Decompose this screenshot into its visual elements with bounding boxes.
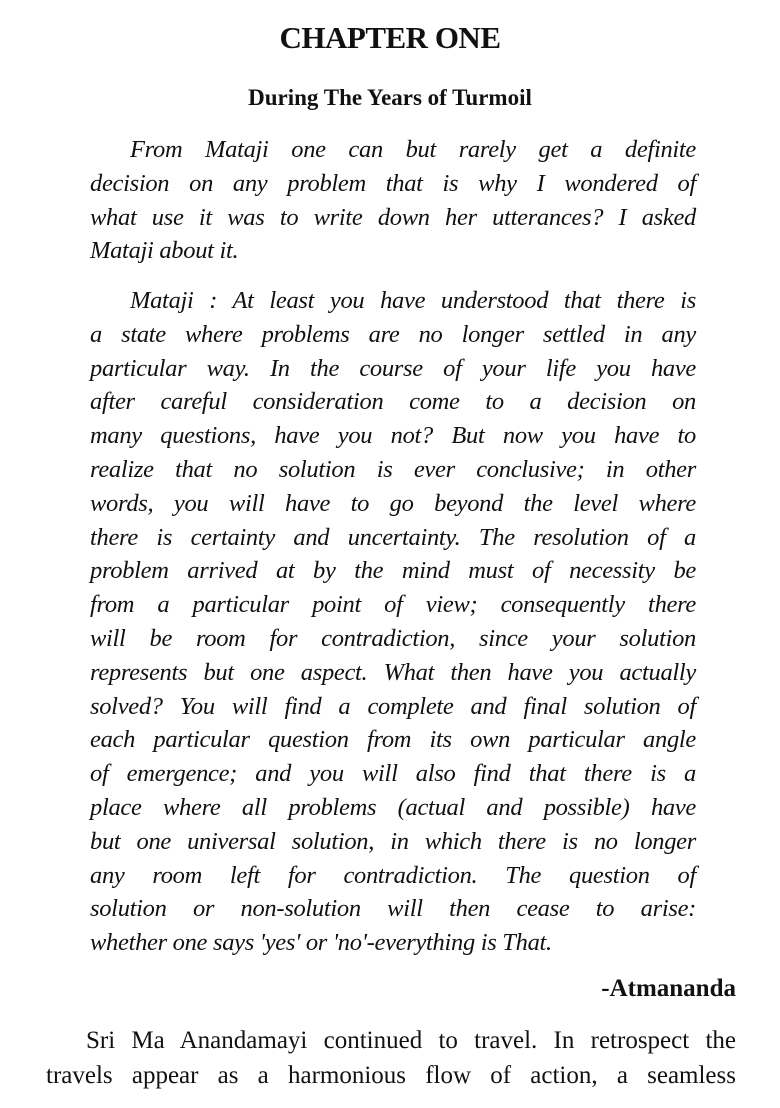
text-line: realize that no solution is ever conclusive; in other [90, 455, 696, 483]
text-line: travels appear as a harmonious flow of action, a seamless [46, 1062, 736, 1089]
text-line: Mataji : At least you have understood that there is [130, 287, 696, 314]
text-line: there is certainty and uncertainty. The resolution of a [90, 523, 696, 551]
text-line: from a particular point of view; consequently there [90, 591, 696, 619]
text-line: of emergence; and you will also find that there is a [90, 760, 696, 788]
text-line: represents but one aspect. What then have you actually [90, 658, 696, 686]
quote-paragraph-2 [90, 284, 696, 960]
text-line: whether one says 'yes' or 'no'-everything is That. [90, 929, 552, 957]
body-paragraph [46, 1023, 736, 1093]
text-line: solved? You will find a complete and final solution of [90, 692, 696, 720]
text-line: many questions, have you not? But now you have to [90, 422, 696, 450]
text-line: any room left for contradiction. The question of [90, 861, 696, 889]
chapter-title: CHAPTER ONE [279, 20, 501, 55]
text-line: what use it was to write down her utterances? I asked [90, 203, 696, 231]
text-line: problem arrived at by the mind must of necessity be [90, 557, 696, 585]
text-line: place where all problems (actual and possible) have [90, 793, 696, 821]
quote-attribution: -Atmananda [601, 975, 736, 1002]
text-line: but one universal solution, in which there is no longer [90, 827, 696, 855]
text-line: each particular question from its own particular angle [90, 726, 696, 754]
text-line: decision on any problem that is why I wondered of [90, 169, 696, 197]
text-line: particular way. In the course of your life you have [90, 354, 696, 382]
text-line: solution or non-solution will then cease to arise: [90, 895, 696, 923]
text-line: after careful consideration come to a decision on [90, 388, 696, 416]
text-line: words, you will have to go beyond the level where [90, 489, 696, 517]
text-line: will be room for contradiction, since your solution [90, 624, 696, 652]
chapter-subtitle: During The Years of Turmoil [248, 85, 532, 110]
text-line: Mataji about it. [90, 237, 239, 265]
text-line: Sri Ma Anandamayi continued to travel. In retrospect the [86, 1027, 736, 1054]
text-line: a state where problems are no longer settled in any [90, 320, 696, 348]
text-line: From Mataji one can but rarely get a definite [130, 136, 696, 163]
quote-paragraph-1 [90, 133, 696, 268]
